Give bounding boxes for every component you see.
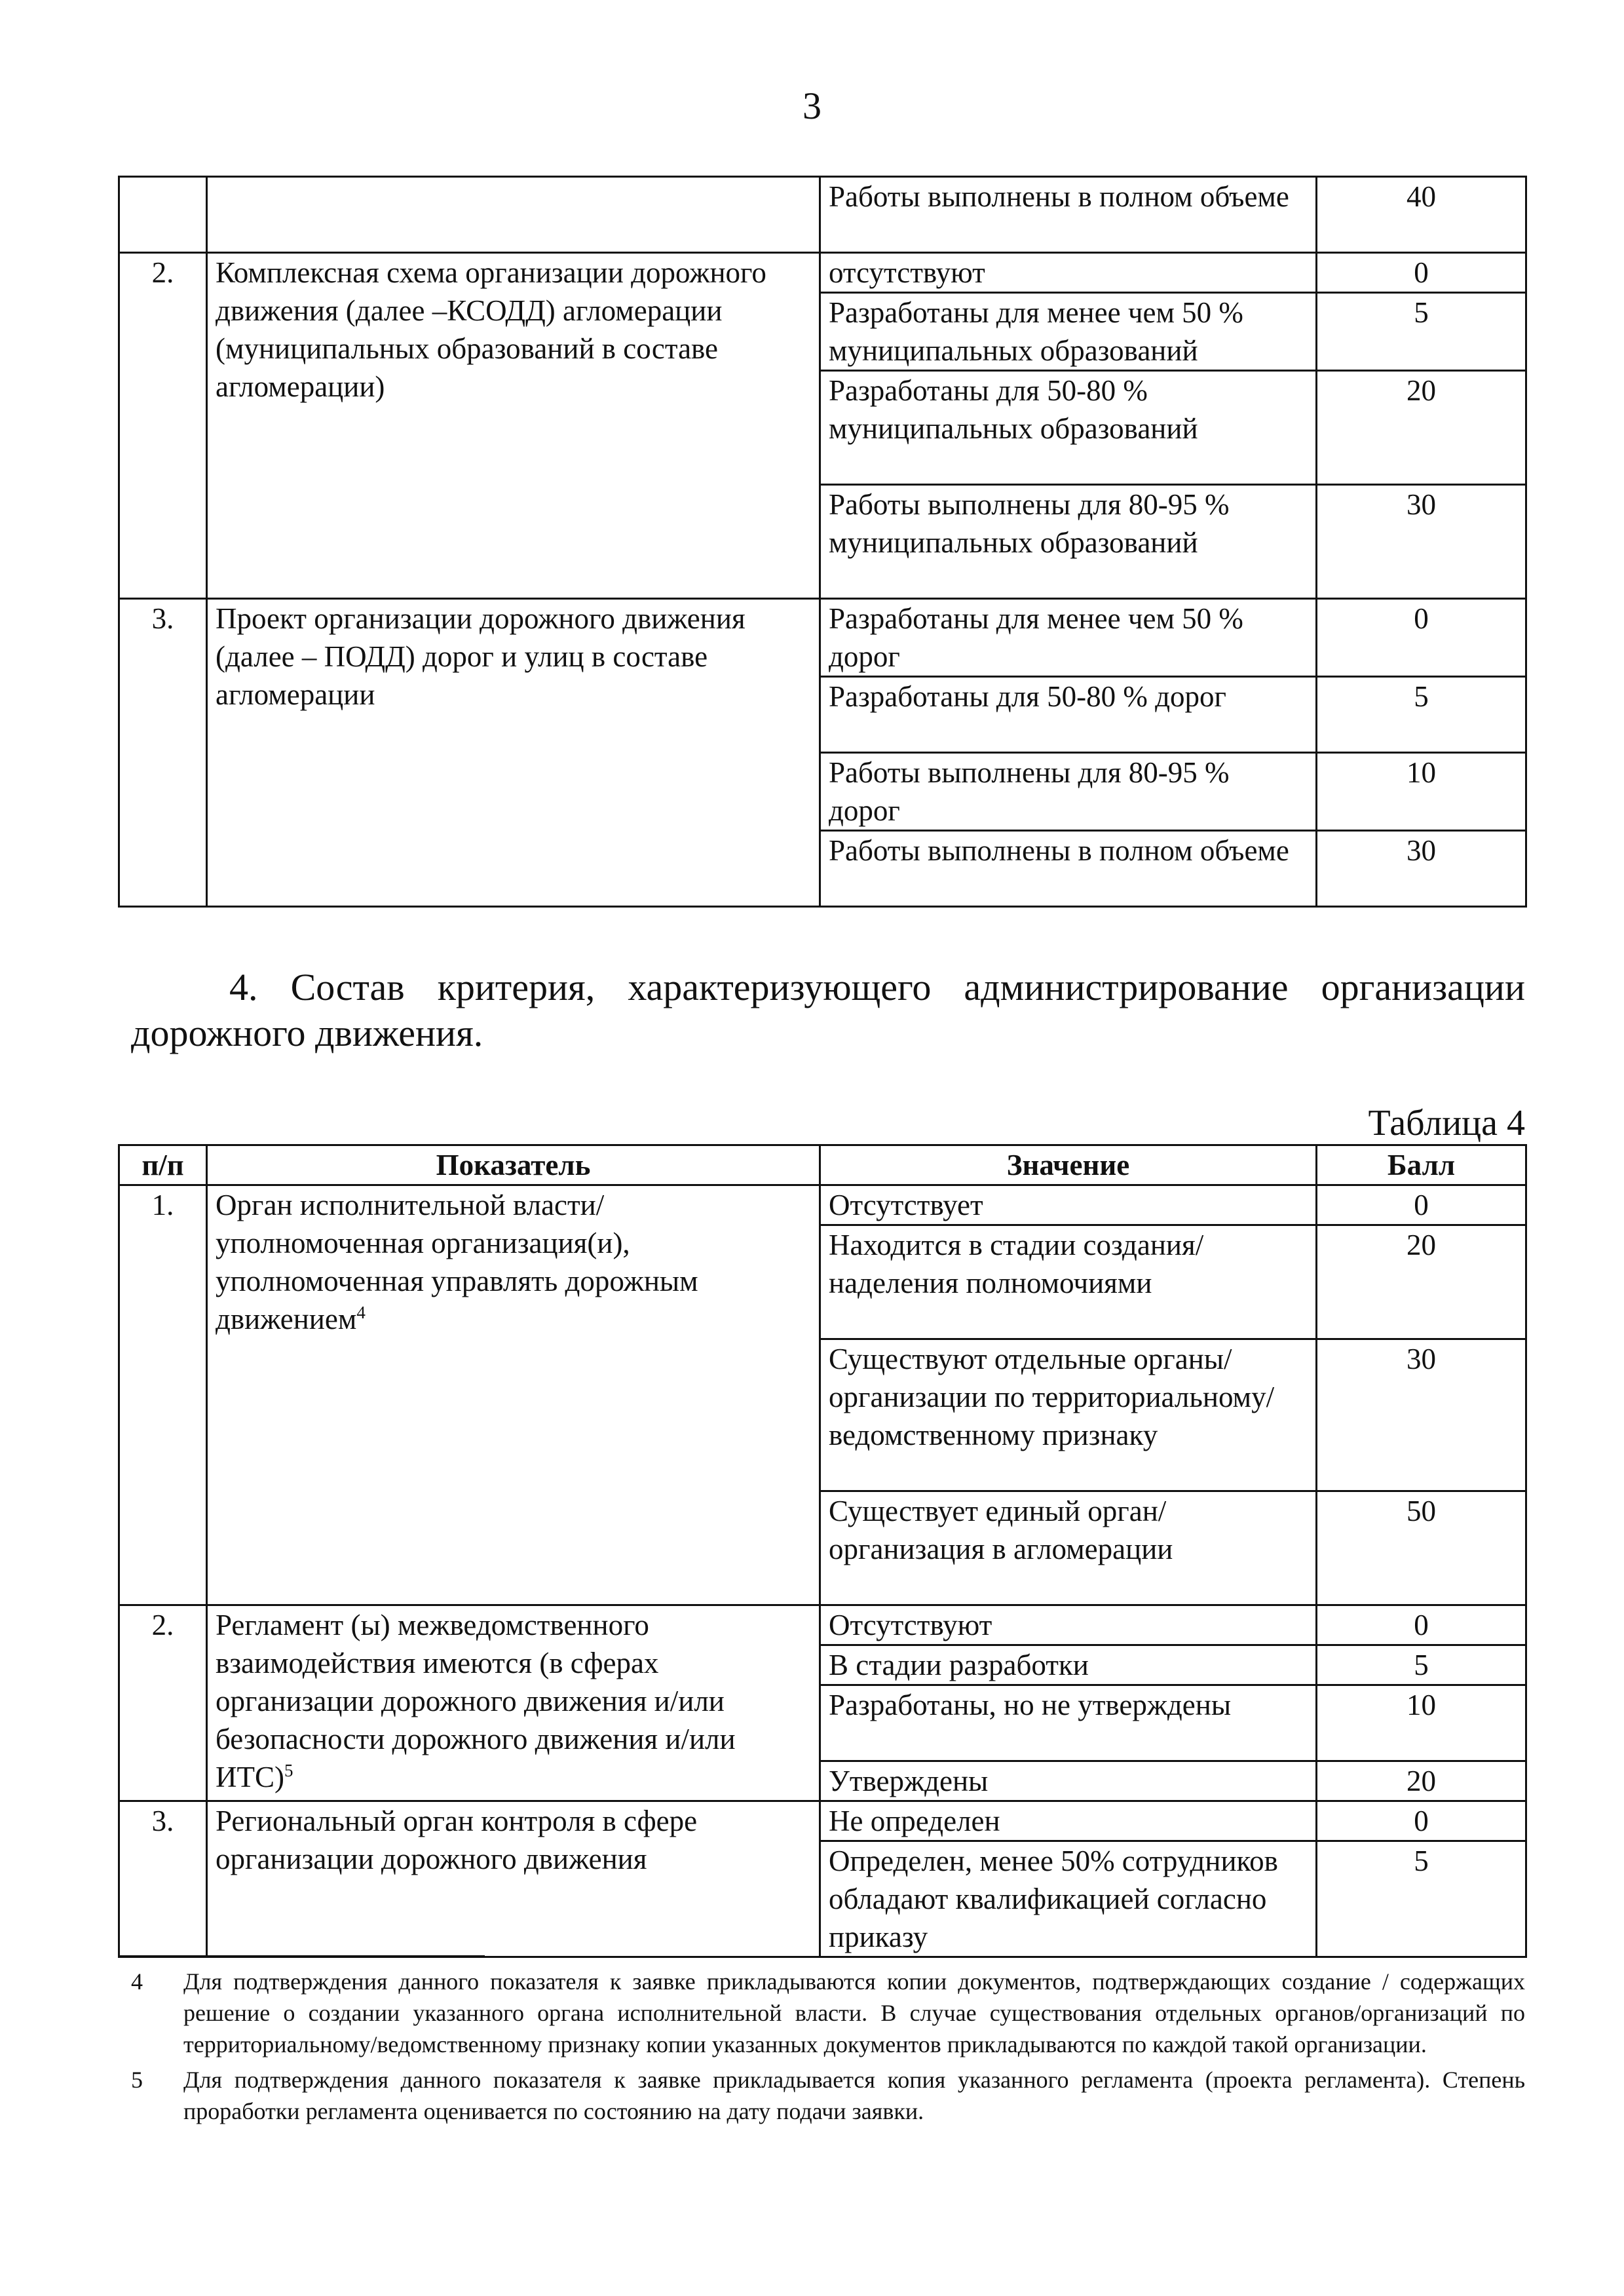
value-cell: Разработаны для менее чем 50 % муниципальных образований [820,293,1317,371]
score-cell: 0 [1317,1605,1526,1645]
indicator-cell [207,1605,820,1801]
score-cell: 30 [1317,485,1526,599]
table-row [119,177,1526,253]
score-cell: 10 [1317,1685,1526,1761]
table-row [119,1801,1526,1841]
indicator-cell: Проект организации дорожного движения (далее – ПОДД) дорог и улиц в составе агломерации [207,599,820,907]
table-row [119,1185,1526,1225]
footnote [131,2064,1525,2127]
header-num: п/п [119,1145,207,1185]
footnote-ref: 5 [284,1761,293,1780]
value-cell: Работы выполнены для 80-95 % дорог [820,753,1317,831]
header-indicator: Показатель [207,1145,820,1185]
value-cell: Существует единый орган/организация в агломерации [820,1491,1317,1605]
score-cell: 20 [1317,371,1526,485]
score-cell: 5 [1317,677,1526,753]
value-cell: Отсутствуют [820,1605,1317,1645]
row-number-cell: 3. [119,1801,207,1957]
value-cell: отсутствуют [820,253,1317,293]
indicator-cell: Региональный орган контроля в сфере организации дорожного движения [207,1801,820,1957]
value-cell: Разработаны для 50-80 % муниципальных образований [820,371,1317,485]
row-number-cell [119,177,207,253]
header-value: Значение [820,1145,1317,1185]
value-cell: Работы выполнены в полном объеме [820,831,1317,907]
value-cell: Определен, менее 50% сотрудников обладают квалификацией согласно приказу [820,1841,1317,1957]
value-cell: Утверждены [820,1761,1317,1801]
value-cell: Отсутствует [820,1185,1317,1225]
indicator-text: Регламент (ы) межведомственного взаимодействия имеются (в сферах организации дорожного движения и/или безопасности дорожного движения и/или ИТС) [216,1609,736,1793]
score-cell: 30 [1317,1339,1526,1491]
score-cell: 40 [1317,177,1526,253]
footnote-text: Для подтверждения данного показателя к заявке прикладываются копии документов, подтверждающих создание / содержащих решение о создании указанного органа исполнительной власти. В случае существования отдельных органов/организаций по территориальному/ведомственному признаку копии указанных документов прикладываются по каждой такой организации. [183,1968,1525,2057]
header-score: Балл [1317,1145,1526,1185]
row-number-cell: 1. [119,1185,207,1605]
row-number-cell: 3. [119,599,207,907]
table-row [119,253,1526,293]
footnotes [131,1966,1525,2131]
table-header-row [119,1145,1526,1185]
score-cell: 5 [1317,293,1526,371]
indicator-cell: Комплексная схема организации дорожного движения (далее –КСОДД) агломерации (муниципальных образований в составе агломерации) [207,253,820,599]
score-cell: 0 [1317,253,1526,293]
indicator-cell [207,177,820,253]
score-cell: 0 [1317,599,1526,677]
value-cell: Разработаны для 50-80 % дорог [820,677,1317,753]
value-cell: Находится в стадии создания/наделения полномочиями [820,1225,1317,1339]
footnote [131,1966,1525,2060]
row-number-cell: 2. [119,253,207,599]
value-cell: Существуют отдельные органы/организации по территориальному/ведомственному признаку [820,1339,1317,1491]
score-cell: 5 [1317,1841,1526,1957]
criteria-table-continued [118,176,1527,908]
indicator-cell [207,1185,820,1605]
value-cell: Разработаны, но не утверждены [820,1685,1317,1761]
score-cell: 50 [1317,1491,1526,1605]
score-cell: 0 [1317,1801,1526,1841]
criteria-table-4 [118,1144,1527,1958]
value-cell: В стадии разработки [820,1645,1317,1685]
score-cell: 10 [1317,753,1526,831]
footnote-mark: 5 [131,2067,143,2093]
footnote-text: Для подтверждения данного показателя к заявке прикладывается копия указанного регламента (проекта регламента). Степень проработки регламента оценивается по состоянию на дату подачи заявки. [183,2067,1525,2124]
score-cell: 30 [1317,831,1526,907]
table-row [119,599,1526,677]
value-cell: Работы выполнены в полном объеме [820,177,1317,253]
page-number: 3 [803,85,821,127]
footnote-mark: 4 [131,1968,143,1995]
table-caption: Таблица 4 [1368,1103,1525,1143]
score-cell: 5 [1317,1645,1526,1685]
section-heading: 4. Состав критерия, характеризующего администрирование организации дорожного движения. [131,966,1525,1054]
footnote-separator [118,1955,485,1957]
row-number-cell: 2. [119,1605,207,1801]
score-cell: 0 [1317,1185,1526,1225]
table-row [119,1605,1526,1645]
indicator-text: Орган исполнительной власти/уполномоченная организация(и), уполномоченная управлять дорожным движением [216,1189,698,1335]
score-cell: 20 [1317,1761,1526,1801]
value-cell: Не определен [820,1801,1317,1841]
score-cell: 20 [1317,1225,1526,1339]
footnote-ref: 4 [356,1303,366,1322]
value-cell: Разработаны для менее чем 50 % дорог [820,599,1317,677]
value-cell: Работы выполнены для 80-95 % муниципальных образований [820,485,1317,599]
